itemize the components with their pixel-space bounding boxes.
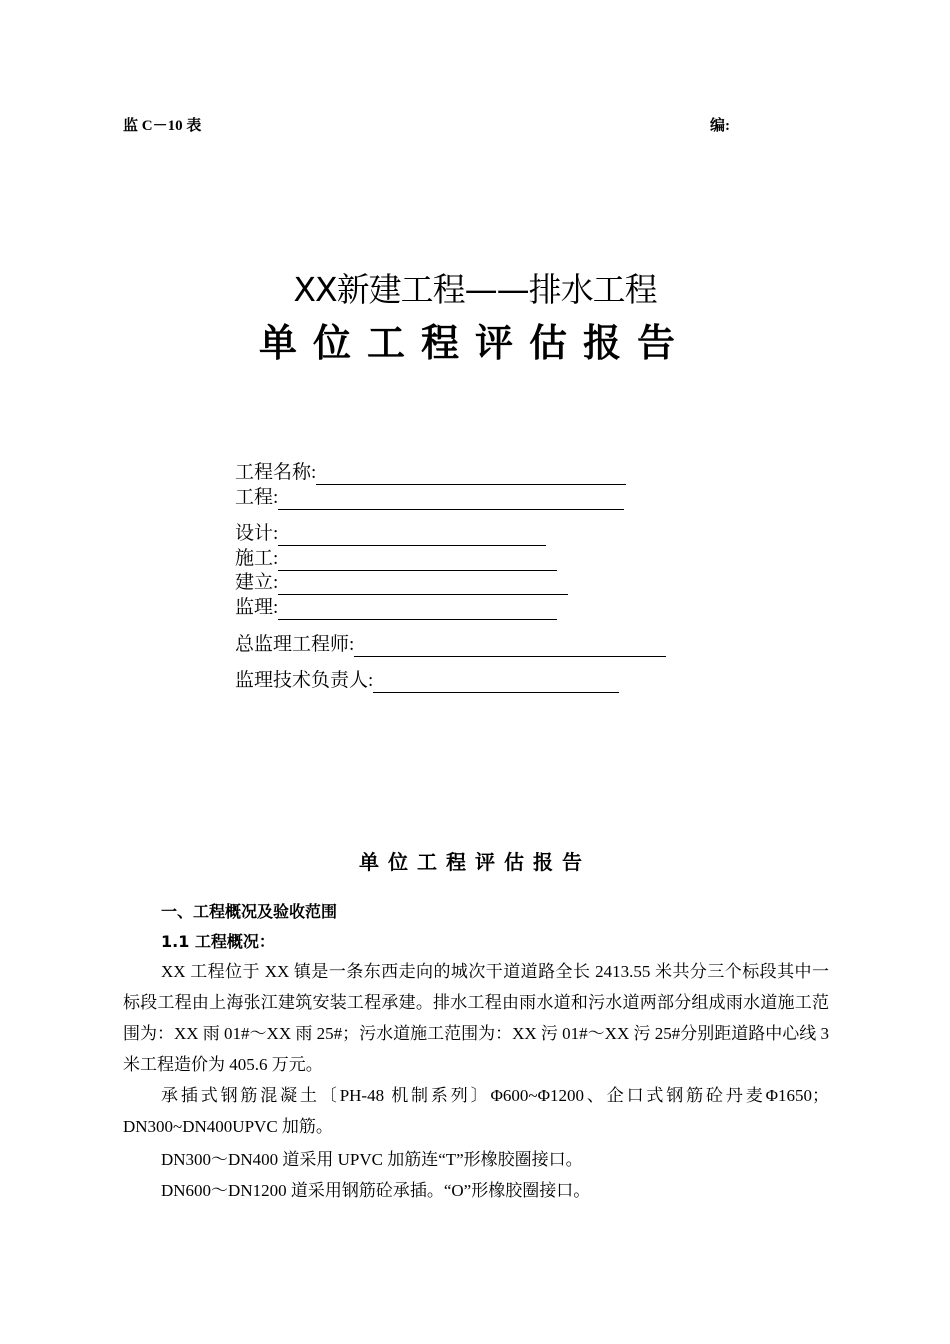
field-label: 监理技术负责人: <box>235 670 374 691</box>
subheading-overview: 1.1 工程概况： <box>161 932 275 951</box>
paragraph: DN300～DN400 道采用 UPVC 加筋连“T”形橡胶圈接口。 <box>161 1150 583 1169</box>
blank-line[interactable] <box>278 574 568 595</box>
establish-field[interactable] <box>235 571 568 595</box>
blank-line[interactable] <box>278 599 557 620</box>
blank-line[interactable] <box>278 489 624 510</box>
heading-overview: 一、工程概况及验收范围 <box>161 902 338 921</box>
project-title: XX新建工程——排水工程 <box>293 270 657 309</box>
field-label: 设计: <box>235 523 279 544</box>
blank-line[interactable] <box>278 525 546 546</box>
field-label: 总监理工程师: <box>235 634 355 655</box>
blank-line[interactable] <box>354 636 666 657</box>
field-label: 建立: <box>235 572 279 593</box>
number-label: 编: <box>710 118 730 134</box>
form-code: 监 C－10 表 <box>123 118 202 134</box>
section-title: 单位工程评估报告 <box>359 850 591 874</box>
chief-engineer-field[interactable] <box>235 633 666 657</box>
design-field[interactable] <box>235 522 546 546</box>
report-title: 单位工程评估报告 <box>258 321 691 365</box>
blank-line[interactable] <box>373 672 619 693</box>
paragraph: 承插式钢筋混凝土〔PH-48 机制系列〕Φ600~Φ1200、企口式钢筋砼丹麦Φ1650；DN300~DN400UPVC 加筋。 <box>123 1086 829 1136</box>
paragraph: DN600～DN1200 道采用钢筋砼承插。“O”形橡胶圈接口。 <box>161 1181 591 1200</box>
blank-line[interactable] <box>316 464 626 485</box>
construction-field[interactable] <box>235 547 557 571</box>
field-label: 施工: <box>235 548 279 569</box>
field-label: 监理: <box>235 597 279 618</box>
project-field[interactable] <box>235 486 624 510</box>
technical-lead-field[interactable] <box>235 669 619 693</box>
blank-line[interactable] <box>278 550 557 571</box>
supervision-field[interactable] <box>235 596 557 620</box>
paragraph: XX 工程位于 XX 镇是一条东西走向的城次干道道路全长 2413.55 米共分三个标段其中一标段工程由上海张江建筑安装工程承建。排水工程由雨水道和污水道两部分组成雨水道施工范围为：XX 雨 01#～XX 雨 25#；污水道施工范围为：XX 污 01#～XX 污 25#分别距道路中心线 3 米工程造价为 405.6 万元。 <box>123 962 829 1074</box>
field-label: 工程: <box>235 487 279 508</box>
field-label: 工程名称: <box>235 462 317 483</box>
project-name-field[interactable] <box>235 461 626 485</box>
